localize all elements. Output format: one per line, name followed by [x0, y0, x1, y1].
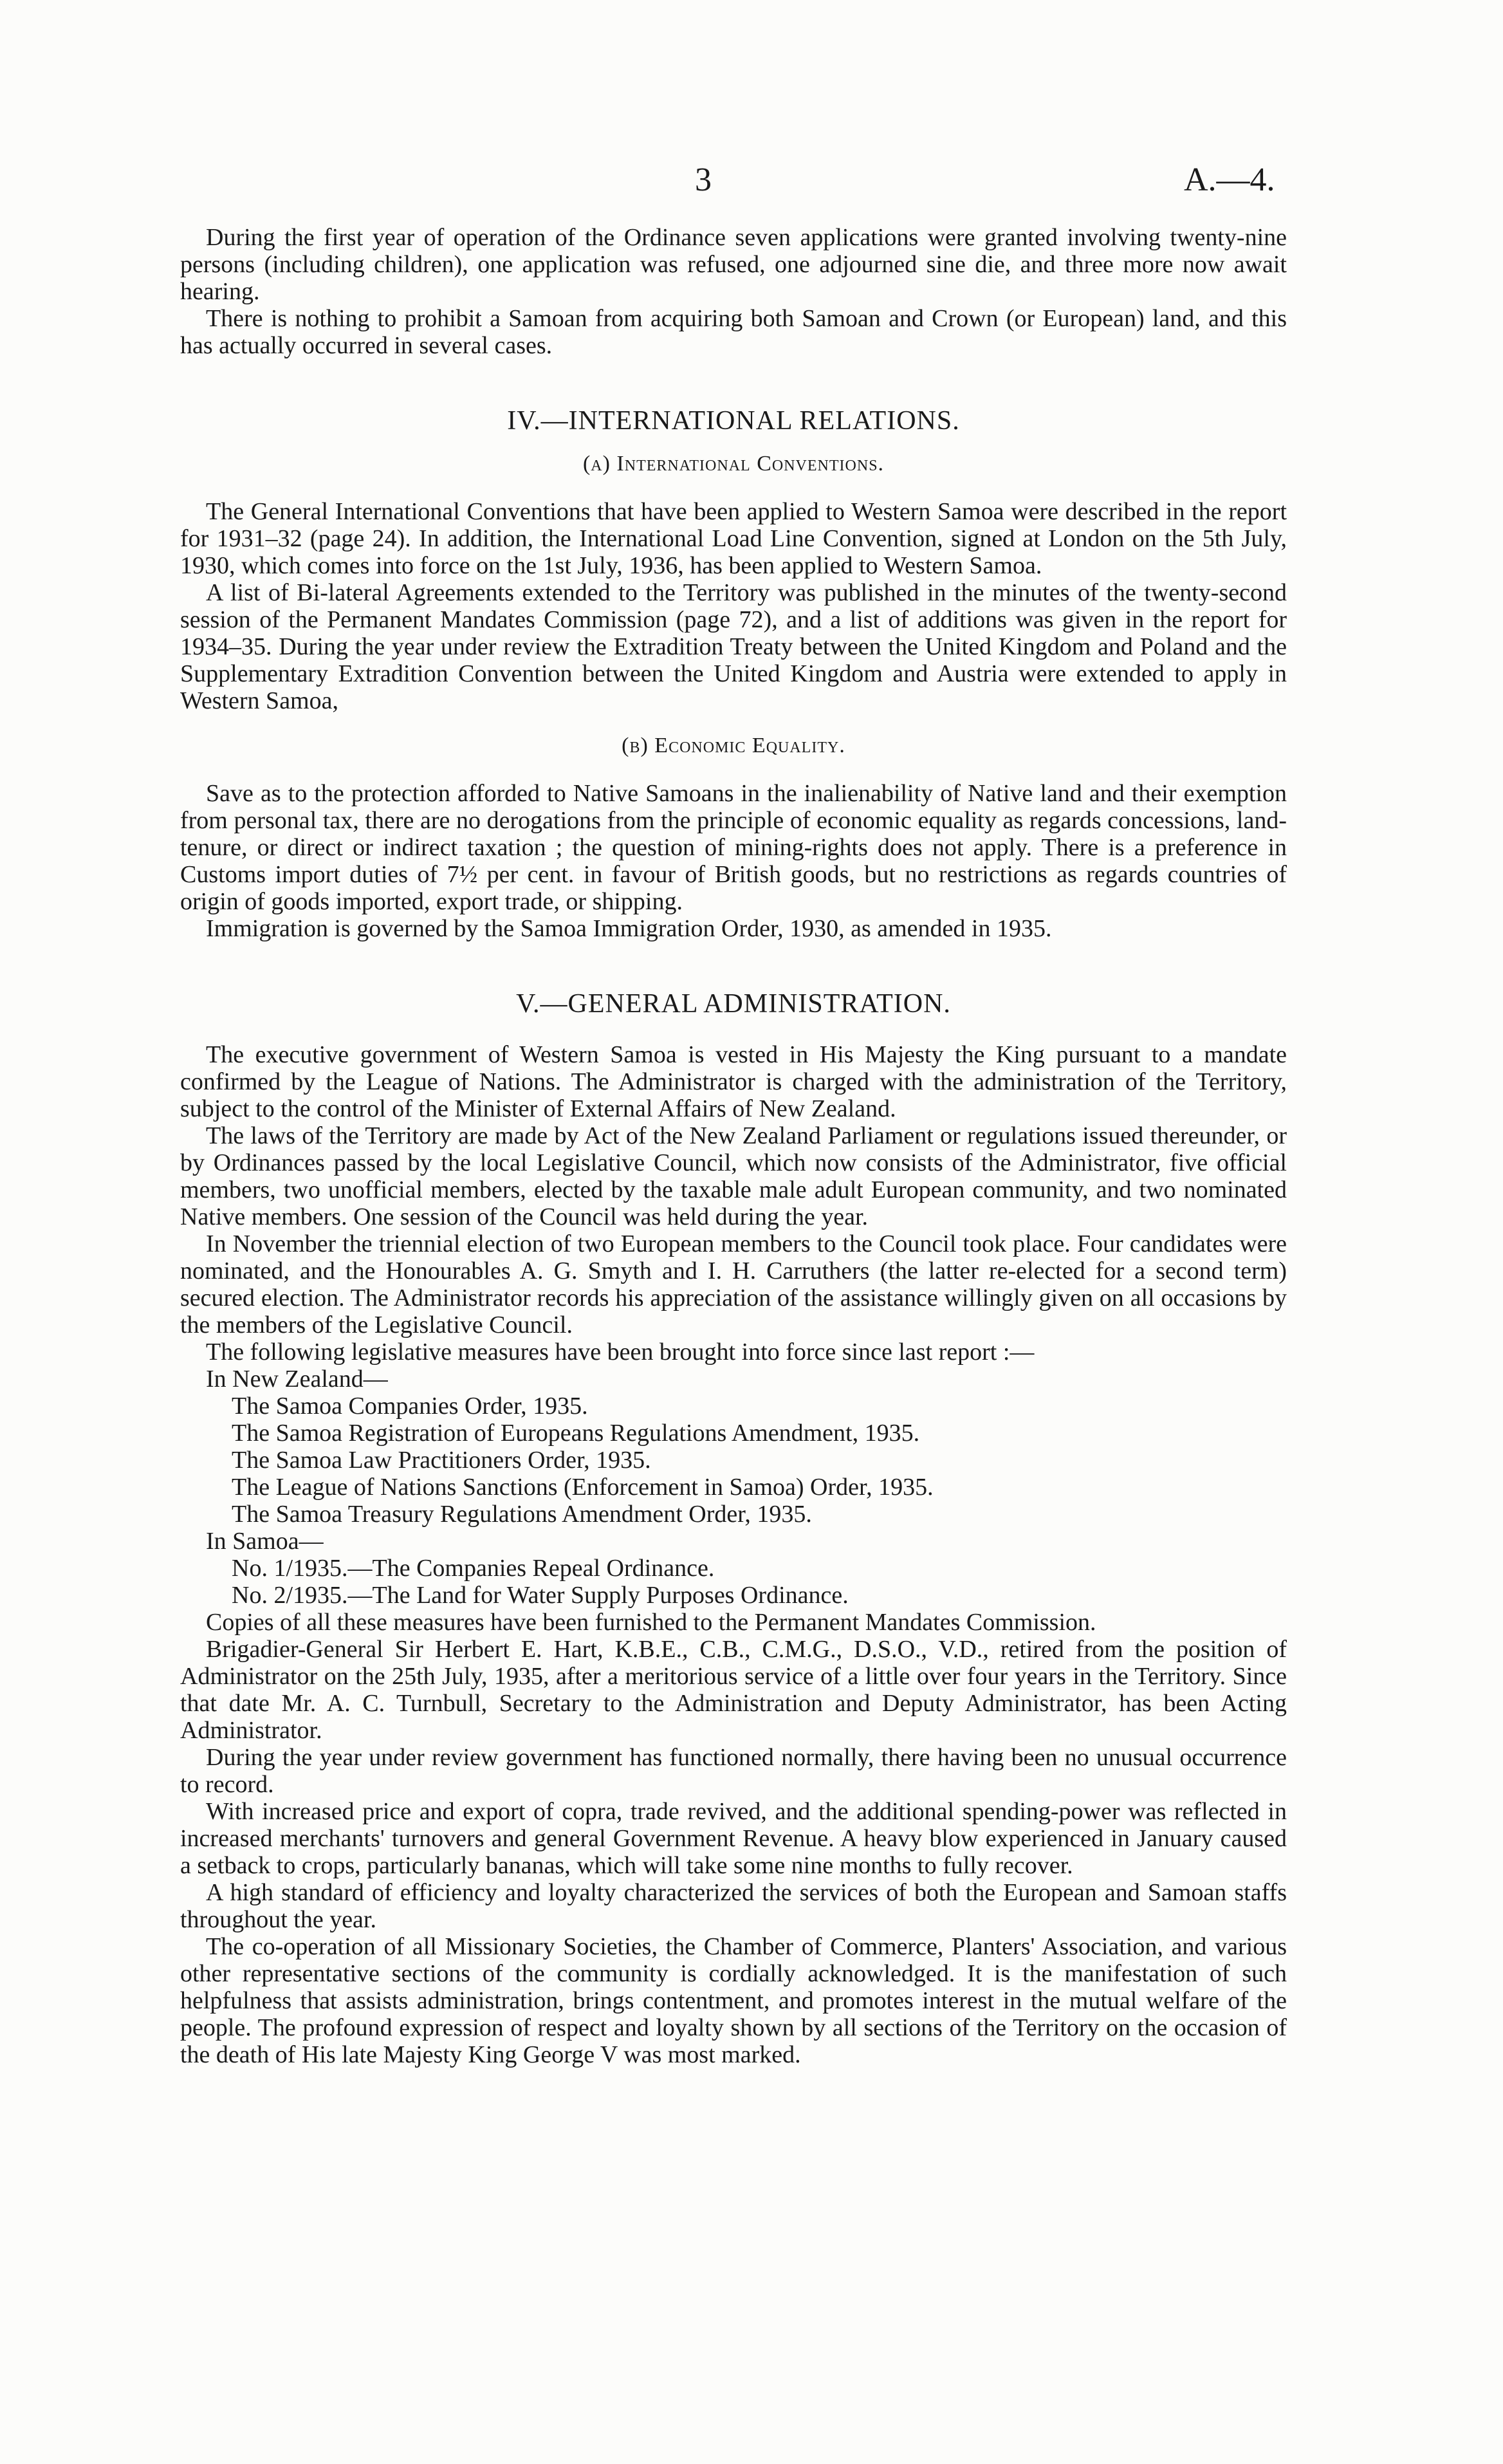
section-heading-iv: IV.—INTERNATIONAL RELATIONS.: [507, 406, 960, 436]
paragraph: The co-operation of all Missionary Societies, the Chamber of Commerce, Planters' Association, and various other representative sections of the community is cordially acknowledged. It is the manifestation of such helpfulness that assists administration, brings contentment, and promotes interest in the mutual welfare of the people. The profound expression of respect and loyalty shown by all sections of the Territory on the occasion of the death of His late Majesty King George V was most marked.: [180, 1933, 1287, 2068]
paragraph: In November the triennial election of two European members to the Council took place. Four candidates were nominated, and the Honourables A. G. Smyth and I. H. Carruthers (the latter re-elected for a second term) secured election. The Administrator records his appreciation of the assistance willingly given on all occasions by the members of the Legislative Council.: [180, 1230, 1287, 1339]
document-reference: A.—4.: [1184, 162, 1275, 198]
paragraph: Immigration is governed by the Samoa Immigration Order, 1930, as amended in 1935.: [206, 915, 1052, 942]
subsection-heading-a: (a) International Conventions.: [582, 452, 885, 476]
paragraph: There is nothing to prohibit a Samoan from acquiring both Samoan and Crown (or European) land, and this has actually occurred in several cases.: [180, 305, 1287, 359]
paragraph: The following legislative measures have been brought into force since last report :—: [206, 1339, 1035, 1366]
paragraph: The laws of the Territory are made by Act of the New Zealand Parliament or regulations issued thereunder, or by Ordinances passed by the local Legislative Council, which now consists of the Administrator, five official members, two unofficial members, elected by the taxable male adult European community, and two nominated Native members. One session of the Council was held during the year.: [180, 1122, 1287, 1230]
subsection-heading-b: (b) Economic Equality.: [622, 734, 845, 757]
list-item: The Samoa Treasury Regulations Amendment Order, 1935.: [232, 1501, 812, 1528]
paragraph: With increased price and export of copra, trade revived, and the additional spending-power was reflected in increased merchants' turnovers and general Government Revenue. A heavy blow experienced in January caused a setback to crops, particularly bananas, which will take some nine months to fully recover.: [180, 1798, 1287, 1879]
paragraph: The General International Conventions that have been applied to Western Samoa were described in the report for 1931–32 (page 24). In addition, the International Load Line Convention, signed at London on the 5th July, 1930, which comes into force on the 1st July, 1936, has been applied to Western Samoa.: [180, 498, 1287, 579]
page-number: 3: [695, 162, 712, 198]
list-item: The League of Nations Sanctions (Enforcement in Samoa) Order, 1935.: [232, 1474, 934, 1501]
list-item: The Samoa Registration of Europeans Regulations Amendment, 1935.: [232, 1420, 920, 1447]
section-heading-v: V.—GENERAL ADMINISTRATION.: [516, 989, 951, 1019]
list-heading-new-zealand: In New Zealand—: [206, 1366, 388, 1393]
list-item: No. 1/1935.—The Companies Repeal Ordinance.: [232, 1555, 715, 1582]
list-item: No. 2/1935.—The Land for Water Supply Purposes Ordinance.: [232, 1582, 849, 1609]
paragraph: During the first year of operation of the Ordinance seven applications were granted involving twenty-nine persons (including children), one application was refused, one adjourned sine die, and three more now await hearing.: [180, 224, 1287, 305]
paragraph: The executive government of Western Samoa is vested in His Majesty the King pursuant to a mandate confirmed by the League of Nations. The Administrator is charged with the administration of the Territory, subject to the control of the Minister of External Affairs of New Zealand.: [180, 1041, 1287, 1122]
list-item: The Samoa Law Practitioners Order, 1935.: [232, 1447, 651, 1474]
body-text: [180, 224, 1287, 2068]
paragraph: A list of Bi-lateral Agreements extended to the Territory was published in the minutes of the twenty-second session of the Permanent Mandates Commission (page 72), and a list of additions was given in the report for 1934–35. During the year under review the Extradition Treaty between the United Kingdom and Poland and the Supplementary Extradition Convention between the United Kingdom and Austria were extended to apply in Western Samoa,: [180, 579, 1287, 714]
paragraph: During the year under review government has functioned normally, there having been no unusual occurrence to record.: [180, 1744, 1287, 1798]
list-item: The Samoa Companies Order, 1935.: [232, 1393, 588, 1420]
paragraph: Save as to the protection afforded to Native Samoans in the inalienability of Native land and their exemption from personal tax, there are no derogations from the principle of economic equality as regards concessions, land-tenure, or direct or indirect taxation ; the question of mining-rights does not apply. There is a preference in Customs import duties of 7½ per cent. in favour of British goods, but no restrictions as regards countries of origin of goods imported, export trade, or shipping.: [180, 780, 1287, 915]
paragraph: A high standard of efficiency and loyalty characterized the services of both the European and Samoan staffs throughout the year.: [180, 1879, 1287, 1933]
paragraph: Copies of all these measures have been furnished to the Permanent Mandates Commission.: [206, 1609, 1096, 1636]
list-heading-samoa: In Samoa—: [206, 1528, 324, 1555]
paragraph: Brigadier-General Sir Herbert E. Hart, K.B.E., C.B., C.M.G., D.S.O., V.D., retired from the position of Administrator on the 25th July, 1935, after a meritorious service of a little over four years in the Territory. Since that date Mr. A. C. Turnbull, Secretary to the Administration and Deputy Administrator, has been Acting Administrator.: [180, 1636, 1287, 1744]
